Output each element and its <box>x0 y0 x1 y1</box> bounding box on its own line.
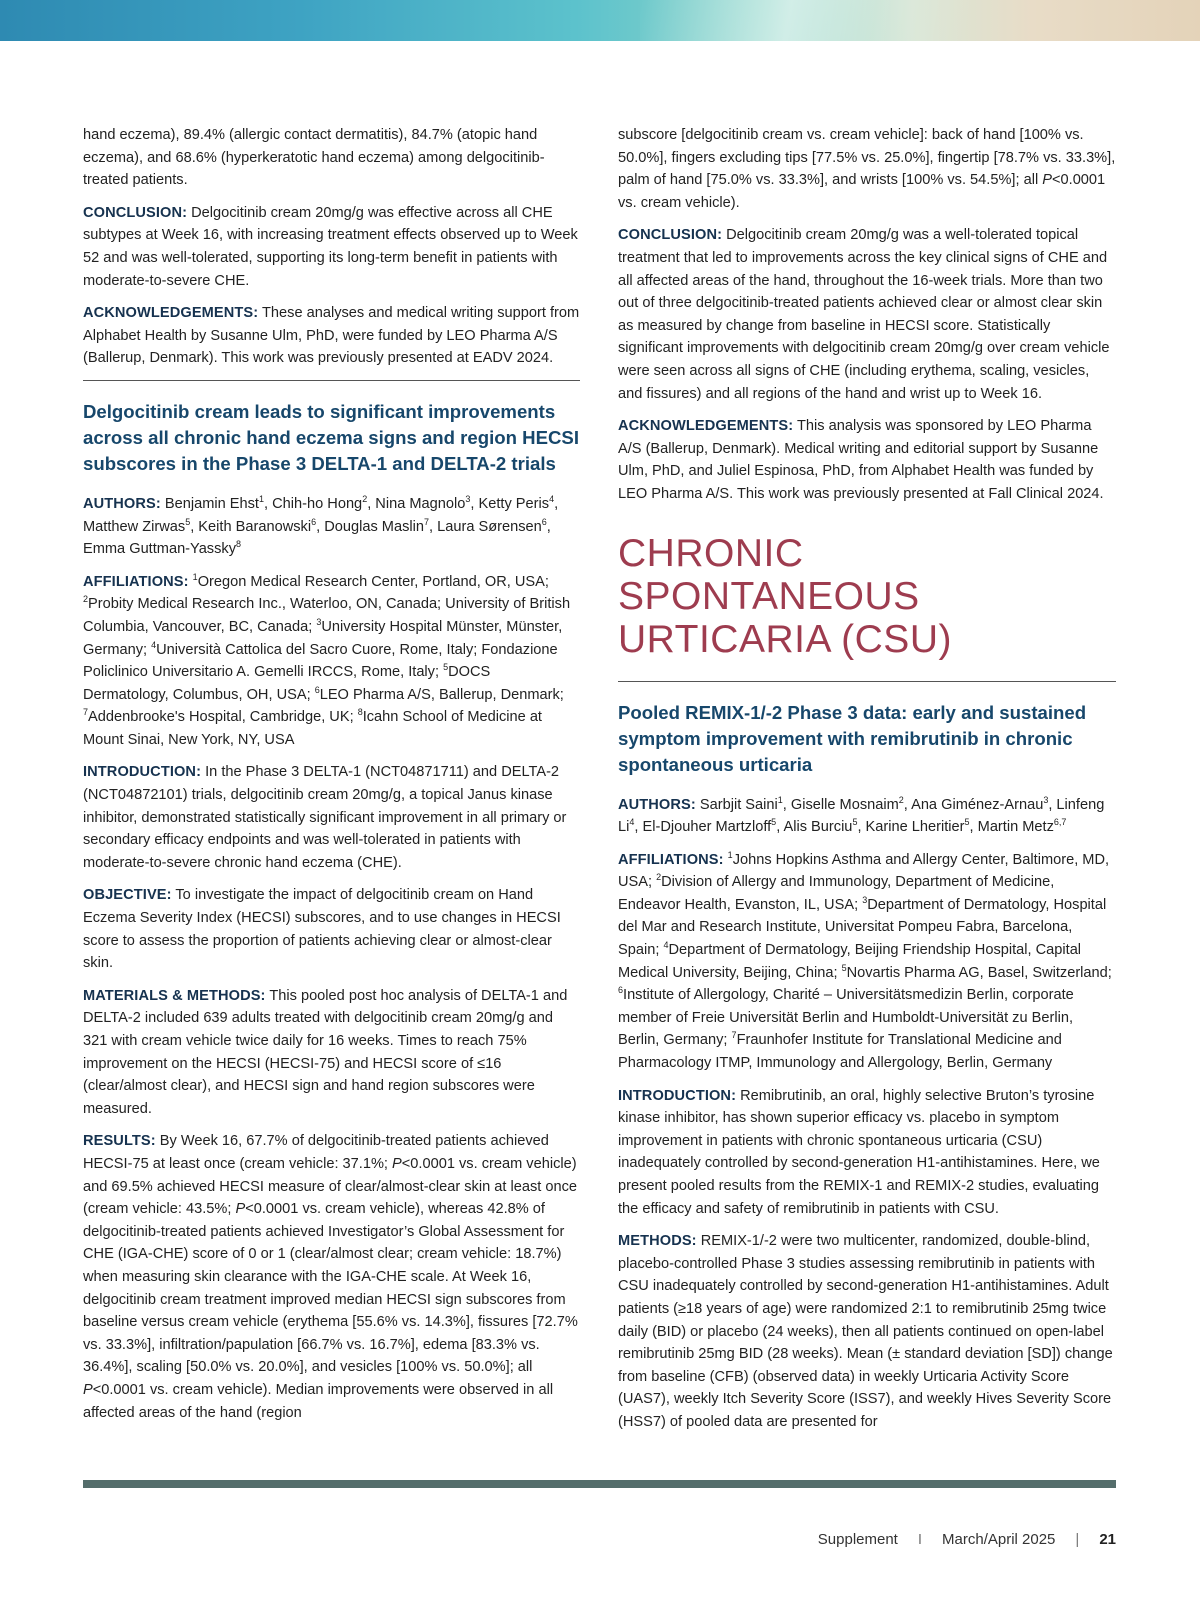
results-paragraph: RESULTS: By Week 16, 67.7% of delgocitinib-treated patients achieved HECSI-75 at least once (cream vehicle: 37.1%; P<0.0001 vs. cream vehicle) and 69.5% achieved HECSI measure of clear/almost-clear skin at least once (cream vehicle: 43.5%; P<0.0001 vs. cream vehicle), whereas 42.8% of delgocitinib-treated patients achieved Investigator’s Global Assessment for CHE (IGA-CHE) score of 0 or 1 (clear/almost clear; cream vehicle: 18.7%) when measuring skin clearance with the IGA-CHE scale. At Week 16, delgocitinib cream treatment improved median HECSI sign subscores from baseline versus cream vehicle (erythema [55.6% vs. 14.3%], fissures [72.7% vs. 33.3%], infiltration/papulation [66.7% vs. 16.7%], edema [83.3% vs. 36.4%], scaling [50.0% vs. 20.0%], and vesicles [100% vs. 50.0%]; all P<0.0001 vs. cream vehicle). Median improvements were observed in all affected areas of the hand (region <box>83 1133 578 1421</box>
introduction-label: INTRODUCTION: <box>618 1087 737 1104</box>
acknowledgements-label: ACKNOWLEDGEMENTS: <box>83 305 259 322</box>
objective-paragraph <box>83 884 580 974</box>
objective-text: To investigate the impact of delgocitinib cream on Hand Eczema Severity Index (HECSI) subscores, and to use changes in HECSI score to assess the proportion of patients achieving clear or almost-clear skin. <box>83 887 561 972</box>
acknowledgements-text: This analysis was sponsored by LEO Pharma A/S (Ballerup, Denmark). Medical writing and editorial support by Susanne Ulm, PhD, and Juliel Espinosa, PhD, from Alphabet Health was funded by LEO Pharma A/S. This work was previously presented at Fall Clinical 2024. <box>618 418 1104 502</box>
footer-rule-bar <box>83 1480 1116 1488</box>
introduction-paragraph-right <box>618 1085 1116 1221</box>
section-divider <box>83 380 580 381</box>
methods-text: This pooled post hoc analysis of DELTA-1 and DELTA-2 included 639 adults treated with delgocitinib cream 20mg/g and 321 with cream vehicle twice daily for 16 weeks. Times to reach 75% improvement on the HECSI (HECSI-75) and HECSI score of ≤16 (clear/almost clear), and HECSI sign and hand region subscores were measured. <box>83 987 568 1117</box>
methods-label: METHODS: <box>618 1233 697 1250</box>
results-continued-right: subscore [delgocitinib cream vs. cream vehicle]: back of hand [100% vs. 50.0%], fingers excluding tips [77.5% vs. 25.0%], fingertip [78.7% vs. 33.3%], palm of hand [75.0% vs. 33.3%], and wrists [100% vs. 54.5%]; all P<0.0001 vs. cream vehicle). <box>618 127 1116 211</box>
results-continued: hand eczema), 89.4% (allergic contact dermatitis), 84.7% (atopic hand eczema), and 68.6% (hyperkeratotic hand eczema) among delgocitinib-treated patients. <box>83 127 545 189</box>
authors-paragraph-right: AUTHORS: Sarbjit Saini$^1$, Giselle Mosnaim$^2$, Ana Giménez-Arnau$^3$, Linfeng Li$^4$, El-Djouher Martzloff$^5$, Alis Burciu$^5$, Karine Lheritier$^5$, Martin Metz$^{6,7}$ <box>618 794 1105 836</box>
acknowledgements-paragraph <box>83 302 580 370</box>
objective-label: OBJECTIVE: <box>83 887 172 904</box>
banner-surf-foam <box>640 0 970 41</box>
introduction-paragraph <box>83 761 580 874</box>
conclusion-label: CONCLUSION: <box>618 227 723 244</box>
introduction-text: In the Phase 3 DELTA-1 (NCT04871711) and DELTA-2 (NCT04872101) trials, delgocitinib cream 20mg/g, a topical Janus kinase inhibitor, demonstrated statistically significant improvement in all primary or secondary efficacy endpoints and was well-tolerated in patients with moderate-to-severe chronic hand eczema (CHE). <box>83 764 567 871</box>
introduction-label: INTRODUCTION: <box>83 764 202 781</box>
acknowledgements-label: ACKNOWLEDGEMENTS: <box>618 418 794 435</box>
right-column <box>618 124 1116 1444</box>
conclusion-paragraph <box>83 202 580 292</box>
section-heading-csu: CHRONIC SPONTANEOUS URTICARIA (CSU) <box>618 531 952 661</box>
issue-date: March/April 2025 <box>942 1531 1056 1548</box>
methods-paragraph-right <box>618 1230 1116 1433</box>
footer-divider: I <box>917 1531 923 1548</box>
article-title-delgocitinib: Delgocitinib cream leads to significant improvements across all chronic hand eczema signs and region HECSI subscores in the Phase 3 DELTA-1 and DELTA-2 trials <box>83 400 579 474</box>
conclusion-text: Delgocitinib cream 20mg/g was effective across all CHE subtypes at Week 16, with increasing treatment effects observed up to Week 52 and was well-tolerated, supporting its long-term benefit in patients with moderate-to-severe CHE. <box>83 204 578 289</box>
page-footer <box>818 1531 1116 1548</box>
conclusion-paragraph-right <box>618 224 1116 405</box>
header-banner-image <box>0 0 1200 41</box>
acknowledgements-paragraph-right <box>618 415 1116 505</box>
methods-text: REMIX-1/-2 were two multicenter, randomized, double-blind, placebo-controlled Phase 3 studies assessing remibrutinib in patients with CSU inadequately controlled by second-generation H1-antihistamines. Adult patients (≥18 years of age) were randomized 2:1 to remibrutinib 25mg twice daily (BID) or placebo (24 weeks), then all patients continued on open-label remibrutinib 25mg BID (28 weeks). Mean (± standard deviation [SD]) change from baseline (CFB) (observed data) in weekly Urticaria Activity Score (UAS7), weekly Itch Severity Score (ISS7), and weekly Hives Severity Score (HSS7) of pooled data are presented for <box>618 1233 1113 1430</box>
affiliations-label: AFFILIATIONS: <box>83 573 189 590</box>
conclusion-text: Delgocitinib cream 20mg/g was a well-tolerated topical treatment that led to improvements across the key clinical signs of CHE and all affected areas of the hand, throughout the 16-week trials. More than two out of three delgocitinib-treated patients achieved clear or almost clear skin as measured by change from baseline in HECSI score. Statistically significant improvements with delgocitinib cream 20mg/g over cream vehicle were seen across all signs of CHE (including erythema, scaling, vesicles, and fissures) and all regions of the hand and wrist up to Week 16. <box>618 227 1110 402</box>
affiliations-paragraph: AFFILIATIONS: $^1$Oregon Medical Research Center, Portland, OR, USA; $^2$Probity Medical Research Inc., Waterloo, ON, Canada; University of British Columbia, Vancouver, BC, Canada; $^3$University Hospital Münster, Münster, Germany; $^4$Università Cattolica del Sacro Cuore, Rome, Italy; Fondazione Policlinico Universitario A. Gemelli IRCCS, Rome, Italy; $^5$DOCS Dermatology, Columbus, OH, USA; $^6$LEO Pharma A/S, Ballerup, Denmark; $^7$Addenbrooke's Hospital, Cambridge, UK; $^8$Icahn School of Medicine at Mount Sinai, New York, NY, USA <box>83 571 571 748</box>
authors-label: AUTHORS: <box>618 796 696 813</box>
section-divider <box>618 681 1116 682</box>
authors-paragraph: AUTHORS: Benjamin Ehst$^1$, Chih-ho Hong$^2$, Nina Magnolo$^3$, Ketty Peris$^4$, Matthew Zirwas$^5$, Keith Baranowski$^6$, Douglas Maslin$^7$, Laura Sørensen$^6$, Emma Guttman-Yassky$^8$ <box>83 494 559 558</box>
authors-label: AUTHORS: <box>83 495 161 512</box>
page-number: 21 <box>1099 1531 1116 1548</box>
introduction-text: Remibrutinib, an oral, highly selective Bruton’s tyrosine kinase inhibitor, has shown superior efficacy vs. placebo in symptom improvement in patients with chronic spontaneous urticaria (CSU) inadequately controlled by second-generation H1-antihistamines. Here, we present pooled results from the REMIX-1 and REMIX-2 studies, evaluating the efficacy and safety of remibrutinib in patients with CSU. <box>618 1087 1100 1217</box>
results-label: RESULTS: <box>83 1133 156 1150</box>
methods-paragraph <box>83 985 580 1121</box>
affiliations-label: AFFILIATIONS: <box>618 851 724 868</box>
conclusion-label: CONCLUSION: <box>83 204 188 221</box>
footer-divider: | <box>1075 1531 1080 1548</box>
publication-name: Supplement <box>817 1531 898 1548</box>
acknowledgements-text: These analyses and medical writing support from Alphabet Health by Susanne Ulm, PhD, were funded by LEO Pharma A/S (Ballerup, Denmark). This work was previously presented at EADV 2024. <box>83 305 580 367</box>
left-column <box>83 124 580 1434</box>
article-title-remix: Pooled REMIX-1/-2 Phase 3 data: early and sustained symptom improvement with remibrutinib in chronic spontaneous urticaria <box>618 701 1087 775</box>
affiliations-paragraph-right: AFFILIATIONS: $^1$Johns Hopkins Asthma and Allergy Center, Baltimore, MD, USA; $^2$Division of Allergy and Immunology, Department of Medicine, Endeavor Health, Evanston, IL, USA; $^3$Department of Dermatology, Hospital del Mar and Research Institute, Universitat Pompeu Fabra, Barcelona, Spain; $^4$Department of Dermatology, Beijing Friendship Hospital, Capital Medical University, Beijing, China; $^5$Novartis Pharma AG, Basel, Switzerland; $^6$Institute of Allergology, Charité – Universitätsmedizin Berlin, corporate member of Freie Universität Berlin and Humboldt-Universität zu Berlin, Berlin, Germany; $^7$Fraunhofer Institute for Translational Medicine and Pharmacology ITMP, Immunology and Allergology, Berlin, Germany <box>618 849 1112 1072</box>
methods-label: MATERIALS & METHODS: <box>83 987 266 1004</box>
